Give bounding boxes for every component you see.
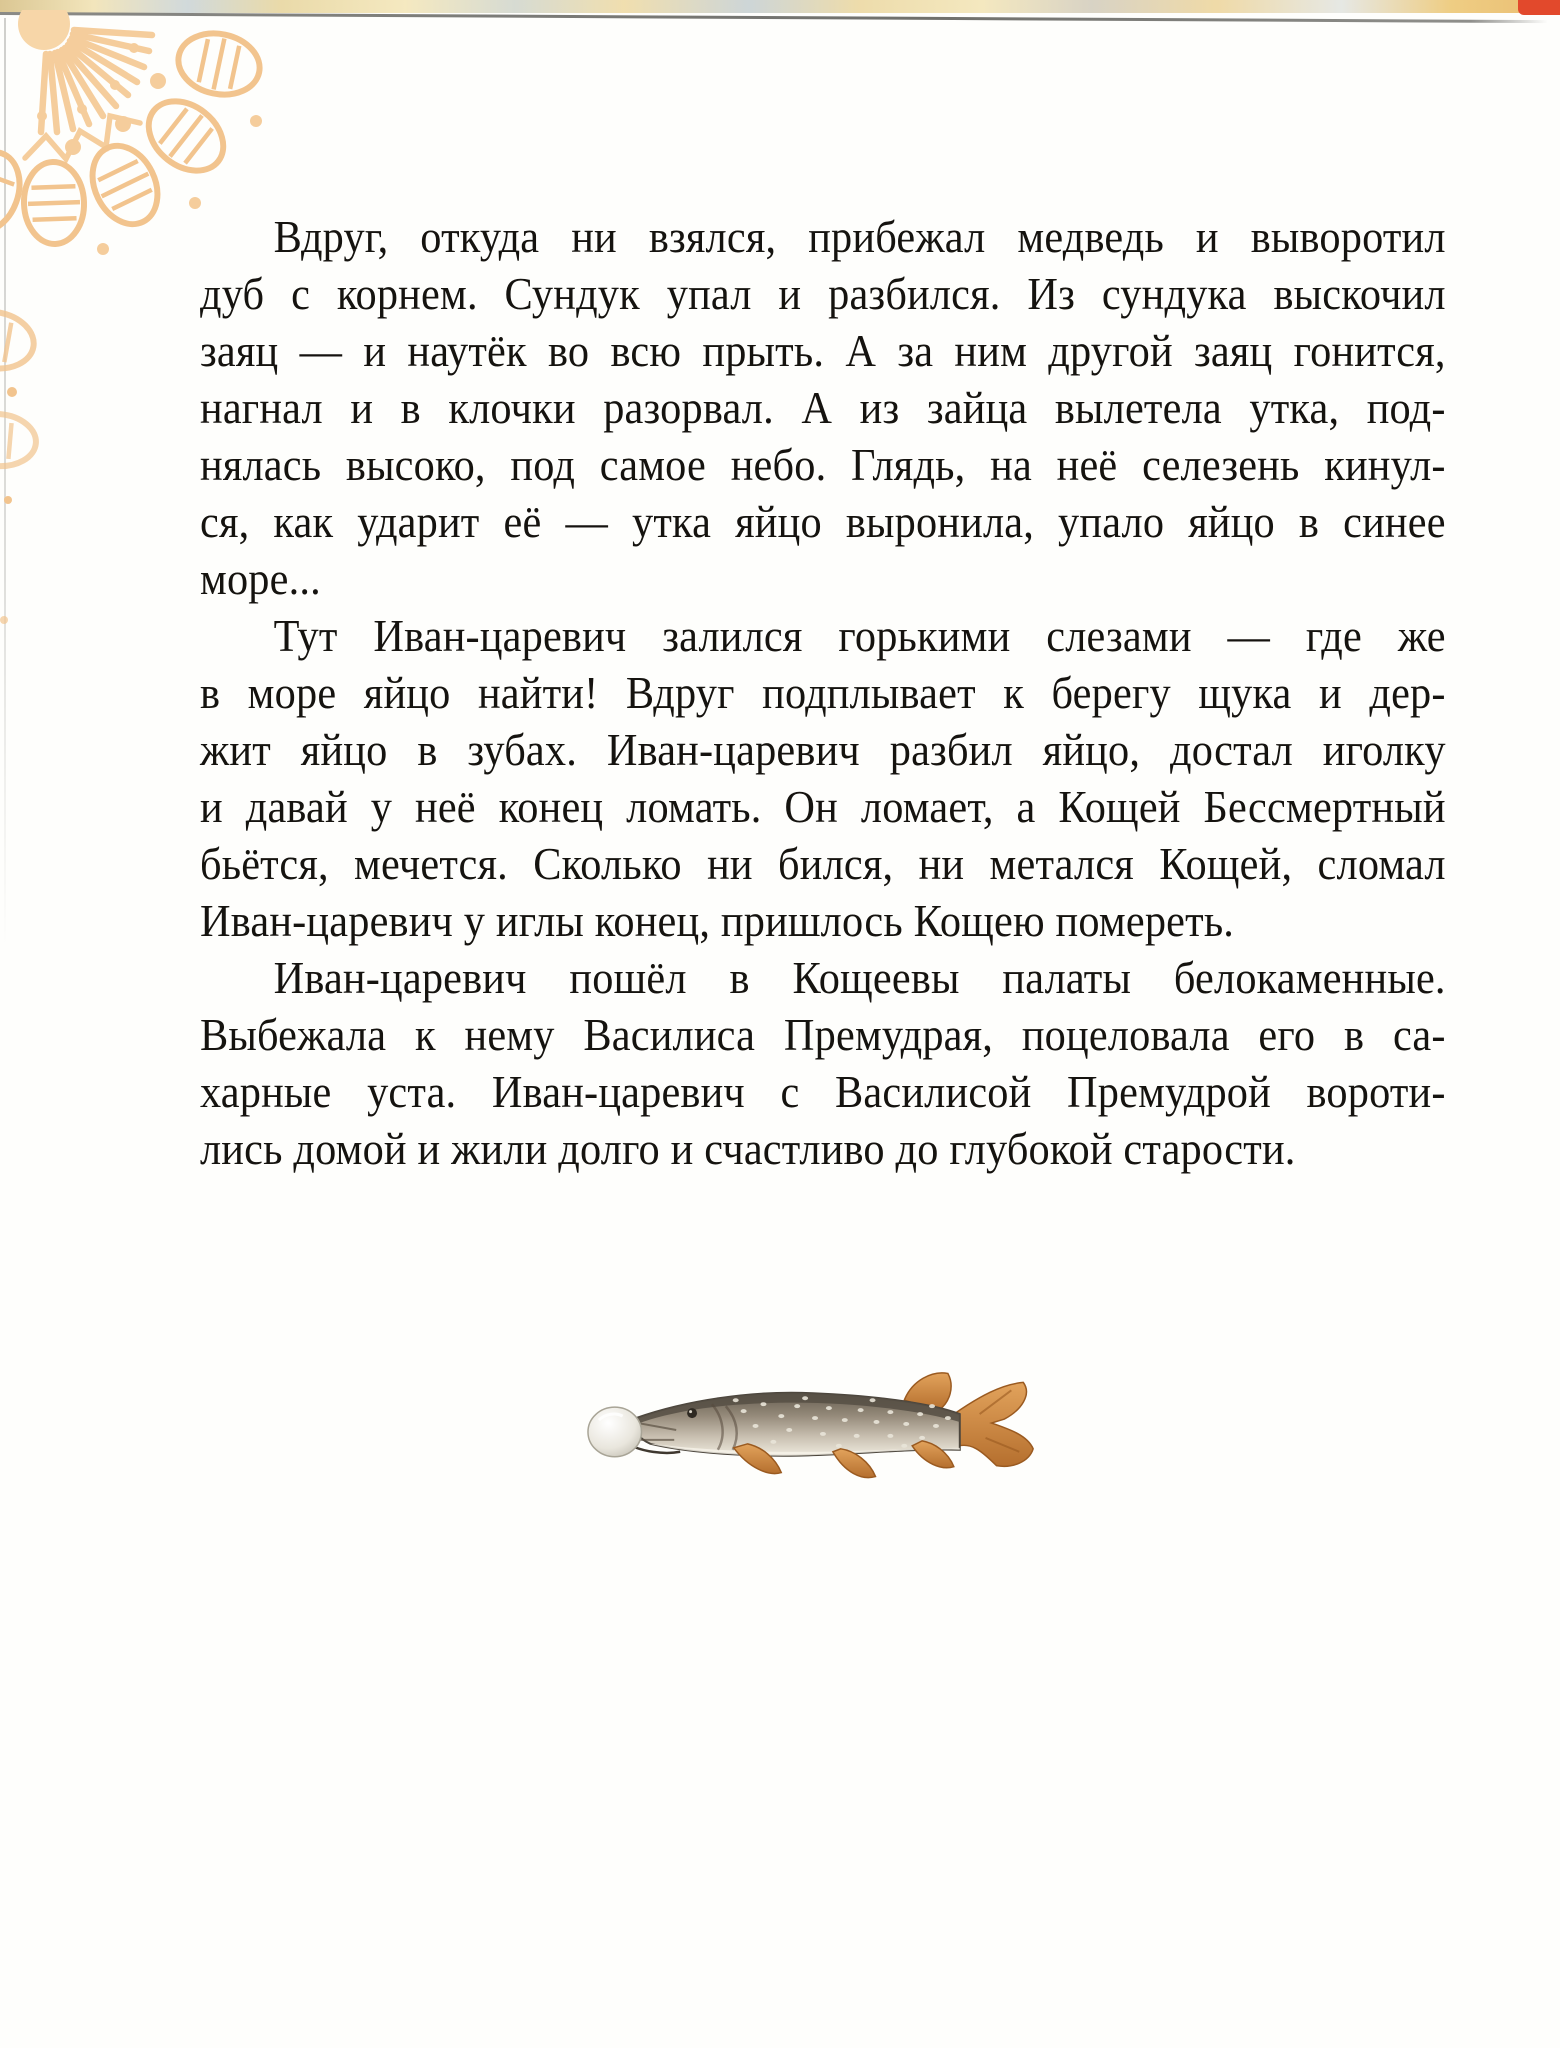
text-line: бьётся, мечется. Сколько ни бился, ни метался Кощей, сломал [200, 838, 1446, 889]
paragraph-1 [200, 208, 1446, 607]
pike-fish-illustration [585, 1356, 1051, 1496]
text-line: ся, как ударит её — утка яйцо выронила, упало яйцо в синее [200, 496, 1446, 547]
text-line: нагнал и в клочки разорвал. А из зайца вылетела утка, под- [200, 382, 1446, 433]
text-line: заяц — и наутёк во всю прыть. А за ним другой заяц гонится, [200, 325, 1446, 376]
previous-page-red-corner [1518, 0, 1560, 15]
text-line: лись домой и жили долго и счастливо до глубокой старости. [200, 1123, 1296, 1174]
text-line: Иван-царевич у иглы конец, пришлось Кощею помереть. [200, 895, 1235, 946]
text-line: нялась высоко, под самое небо. Глядь, на неё селезень кинул- [200, 439, 1446, 490]
text-line: и давай у неё конец ломать. Он ломает, а Кощей Бессмертный [200, 781, 1446, 832]
text-line: жит яйцо в зубах. Иван-царевич разбил яйцо, достал иголку [200, 724, 1446, 775]
text-line: море... [200, 553, 321, 604]
text-line: Иван-царевич пошёл в Кощеевы палаты белокаменные. [273, 952, 1446, 1003]
paragraph-2 [200, 607, 1446, 949]
text-line: дуб с корнем. Сундук упал и разбился. Из сундука выскочил [200, 268, 1446, 319]
text-line: Тут Иван-царевич залился горькими слезами — где же [273, 610, 1446, 661]
text-line: Вдруг, откуда ни взялся, прибежал медведь и выворотил [273, 211, 1446, 262]
text-line: харные уста. Иван-царевич с Василисой Премудрой вороти- [200, 1066, 1446, 1117]
text-line: Выбежала к нему Василиса Премудрая, поцеловала его в са- [200, 1009, 1446, 1060]
text-line: в море яйцо найти! Вдруг подплывает к берегу щука и дер- [200, 667, 1446, 718]
paragraph-3 [200, 949, 1446, 1177]
story-text [200, 208, 1446, 1177]
